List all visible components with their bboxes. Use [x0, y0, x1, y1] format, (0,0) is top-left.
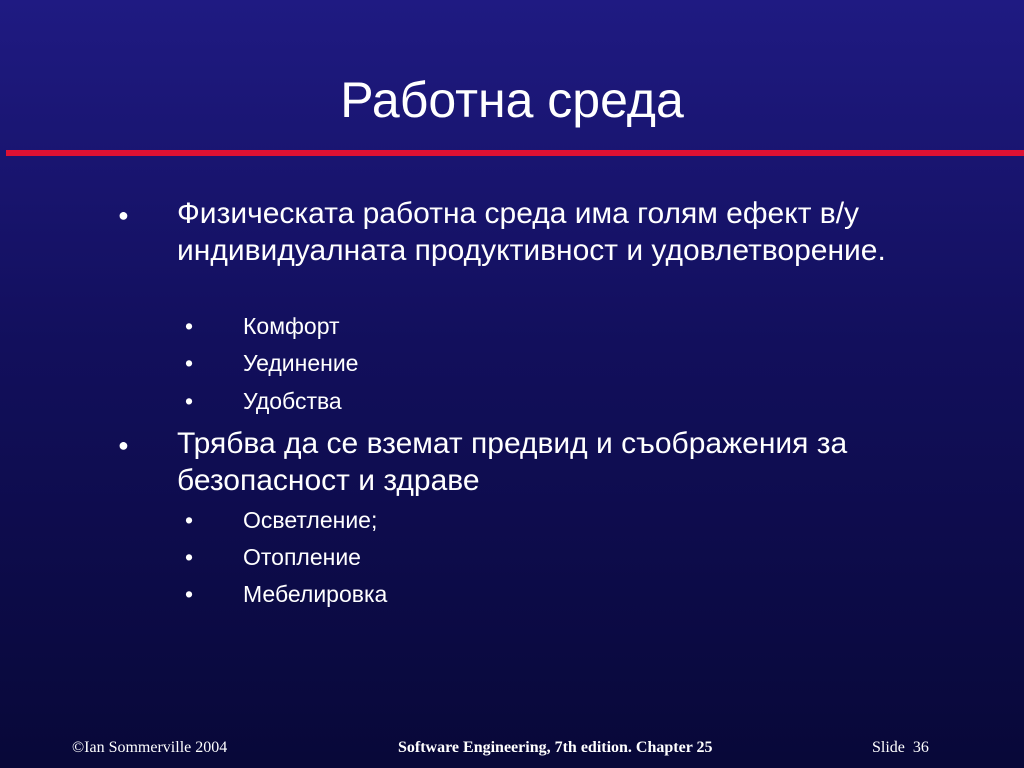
footer-copyright: ©Ian Sommerville 2004 — [72, 739, 228, 756]
sub-bullet-item — [185, 542, 685, 572]
bullet-item — [118, 195, 978, 306]
bullet-icon: ● — [118, 205, 129, 225]
sub-bullet-item — [185, 579, 685, 609]
sub-bullet-text: Отопление — [243, 544, 361, 570]
sub-bullet-icon: • — [185, 581, 194, 607]
sub-bullet-icon: • — [185, 350, 194, 376]
sub-bullet-text: Осветление; — [243, 507, 378, 533]
sub-bullet-text: Комфорт — [243, 313, 340, 339]
sub-bullet-text: Удобства — [243, 388, 342, 414]
footer-book-title: Software Engineering, 7th edition. Chapter 25 — [398, 739, 713, 756]
sub-bullet-item — [185, 348, 685, 378]
slide-number: 36 — [912, 739, 929, 756]
sub-bullet-icon: • — [185, 388, 194, 414]
bullet-text: Физическата работна среда има голям ефект в/у индивидуалната продуктивност и удовлетворение. — [177, 197, 886, 267]
slide-title: Работна среда — [340, 72, 684, 128]
sub-bullet-text: Уединение — [243, 350, 359, 376]
sub-bullet-icon: • — [185, 544, 194, 570]
footer-slide-number — [872, 738, 929, 758]
sub-bullet-item — [185, 311, 685, 341]
sub-bullet-icon: • — [185, 313, 194, 339]
slide-label: Slide — [872, 739, 905, 756]
sub-bullet-text: Мебелировка — [243, 581, 388, 607]
bullet-text: Трябва да се вземат предвид и съображения за безопасност и здраве — [177, 427, 848, 497]
sub-bullet-item — [185, 386, 685, 416]
bullet-item — [118, 425, 978, 499]
bullet-icon: ● — [118, 435, 129, 455]
sub-bullet-item — [185, 505, 685, 535]
sub-bullet-icon: • — [185, 507, 194, 533]
